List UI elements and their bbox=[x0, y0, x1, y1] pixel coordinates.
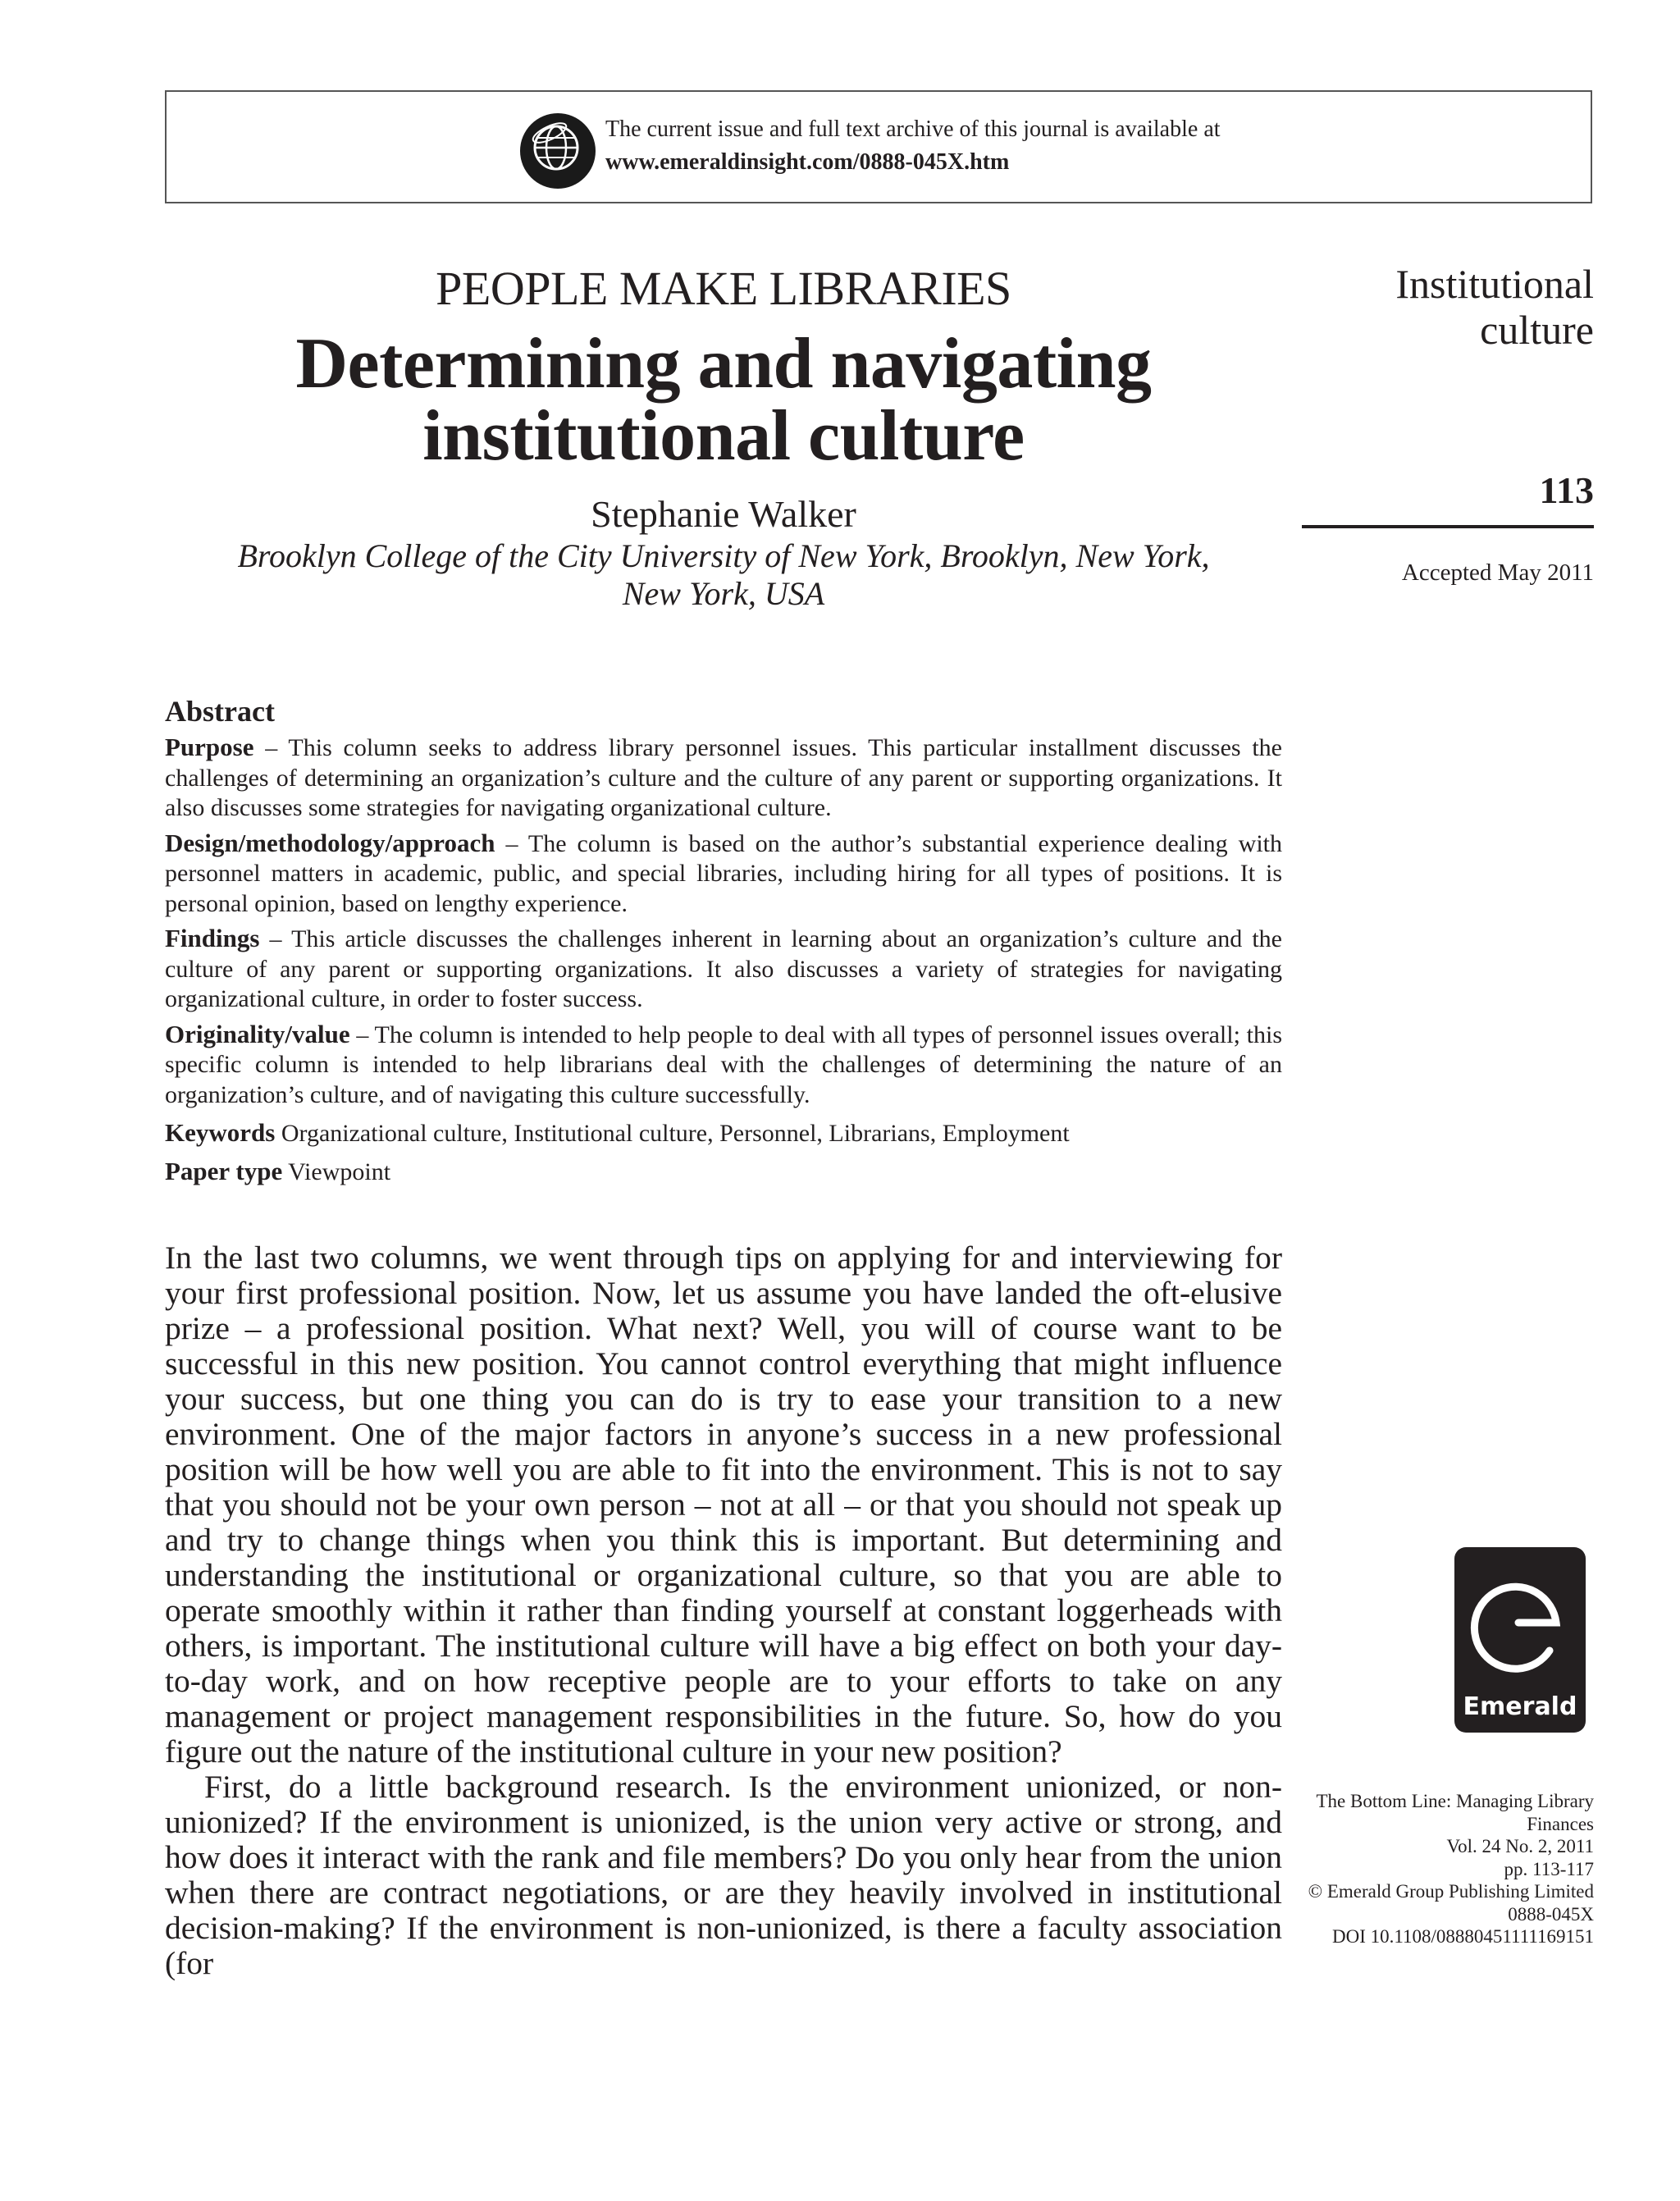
affiliation-line-2: New York, USA bbox=[622, 575, 825, 612]
emerald-logo-text: Emerald bbox=[1463, 1692, 1577, 1721]
findings-label: Findings bbox=[165, 924, 260, 952]
journal-citation bbox=[1241, 1790, 1594, 1948]
journal-doi[interactable]: DOI 10.1108/08880451111169151 bbox=[1331, 1926, 1594, 1947]
purpose-label: Purpose bbox=[165, 733, 254, 761]
body-paragraph-2: First, do a little background research. Is the environment unionized, or non-unionized? If the environment is unionized, is the union very active or strong, and how does it interact with the rank and file members? Do you only hear from the union when there are contract negotiations, or are they heavily involved in institutional decision-making? If the environment is non-unionized, is there a faculty association (for bbox=[165, 1769, 1282, 1981]
journal-issn: 0888-045X bbox=[1508, 1903, 1594, 1925]
findings-text: – This article discusses the challenges inherent in learning about an organization’s culture and the culture of any parent or supporting organizations. It also discusses a variety of strategies for navigating organizational culture, in order to foster success. bbox=[165, 925, 1282, 1012]
journal-url-link[interactable]: www.emeraldinsight.com/0888-045X.htm bbox=[605, 149, 1010, 175]
paper-type-text: Viewpoint bbox=[282, 1158, 391, 1185]
journal-pages: pp. 113-117 bbox=[1504, 1858, 1594, 1879]
title-line-2: institutional culture bbox=[422, 396, 1025, 476]
emerald-e-icon bbox=[1454, 1547, 1586, 1695]
author-affiliation bbox=[165, 537, 1282, 613]
originality-text: – The column is intended to help people to deal with all types of personnel issues overall; this specific column is intended to help librarians deal with the challenges of determining the nature of an organization’s culture, and of navigating this culture successfully. bbox=[165, 1021, 1282, 1108]
design-text: – The column is based on the author’s substantial experience dealing with personnel matters in academic, public, and special libraries, including hiring for all types of positions. It is personal opinion, based on lengthy experience. bbox=[165, 829, 1282, 917]
abstract-originality bbox=[165, 1020, 1282, 1111]
author-name: Stephanie Walker bbox=[591, 493, 856, 535]
notice-line: The current issue and full text archive of this journal is available at bbox=[605, 116, 1221, 142]
abstract-keywords bbox=[165, 1118, 1282, 1148]
abstract-heading: Abstract bbox=[165, 695, 275, 728]
title-line-1: Determining and navigating bbox=[295, 324, 1152, 404]
journal-name-line-1: The Bottom Line: Managing Library bbox=[1316, 1791, 1594, 1811]
running-title-line-2: culture bbox=[1480, 307, 1594, 353]
abstract-section bbox=[165, 693, 1282, 1187]
body-paragraph-1: In the last two columns, we went through tips on applying for and interviewing for your first professional position. Now, let us assume you have landed the oft-elusive prize – a professional position. What next? Well, you will of course want to be successful in this new position. You cannot control everything that might influence your success, but one thing you can do is try to ease your transition to a new environment. One of the major factors in anyone’s success in a new professional position will be how well you are able to fit into the environment. This is not to say that you should not be your own person – not at all – or that you should not speak up and try to change things when you think this is important. But determining and understanding the institutional or organizational culture, so that you are able to operate smoothly within it rather than finding yourself at constant loggerheads with others, is important. The institutional culture will have a big effect on both your day-to-day work, and on how receptive people are to your efforts to take on any management or project management responsibilities in the future. So, how do you figure out the nature of the institutional culture in your new position? bbox=[165, 1240, 1282, 1769]
page-number: 113 bbox=[1539, 469, 1594, 511]
affiliation-line-1: Brooklyn College of the City University of New York, Brooklyn, New York, bbox=[237, 537, 1210, 574]
article-title bbox=[165, 324, 1282, 476]
purpose-text: – This column seeks to address library personnel issues. This particular installment discusses the challenges of determining an organization’s culture and the culture of any parent or supporting organizations. It also discusses some strategies for navigating organizational culture. bbox=[165, 734, 1282, 821]
abstract-findings bbox=[165, 924, 1282, 1015]
running-title bbox=[1395, 261, 1594, 353]
keywords-label: Keywords bbox=[165, 1118, 276, 1147]
design-label: Design/methodology/approach bbox=[165, 828, 495, 857]
journal-copyright: © Emerald Group Publishing Limited bbox=[1308, 1881, 1594, 1902]
abstract-purpose bbox=[165, 733, 1282, 824]
sidebar-divider bbox=[1302, 525, 1594, 528]
journal-volume: Vol. 24 No. 2, 2011 bbox=[1446, 1836, 1594, 1856]
keywords-text: Organizational culture, Institutional culture, Personnel, Librarians, Employment bbox=[275, 1120, 1070, 1147]
emerald-logo bbox=[1454, 1547, 1586, 1733]
section-name: PEOPLE MAKE LIBRARIES bbox=[436, 262, 1011, 315]
journal-notice bbox=[605, 113, 1221, 179]
journal-name-line-2: Finances bbox=[1527, 1813, 1594, 1834]
abstract-paper-type bbox=[165, 1157, 1282, 1187]
abstract-design bbox=[165, 829, 1282, 920]
paper-type-label: Paper type bbox=[165, 1157, 283, 1185]
globe-icon bbox=[517, 108, 599, 190]
running-title-line-1: Institutional bbox=[1395, 261, 1594, 307]
originality-label: Originality/value bbox=[165, 1019, 350, 1048]
accepted-date: Accepted May 2011 bbox=[1401, 559, 1594, 586]
article-body bbox=[165, 1240, 1282, 1981]
